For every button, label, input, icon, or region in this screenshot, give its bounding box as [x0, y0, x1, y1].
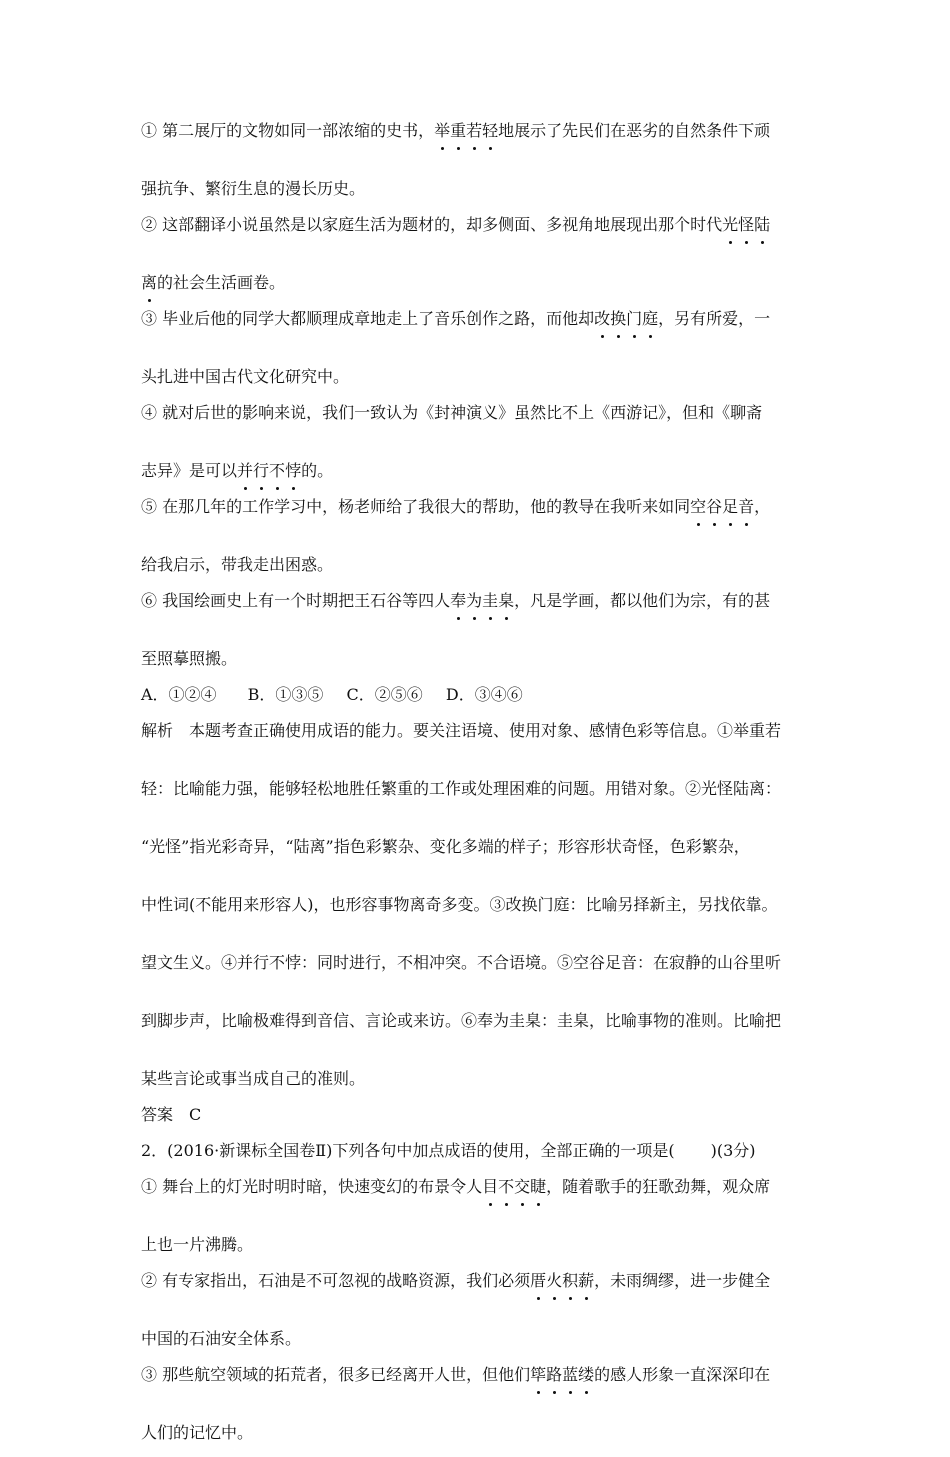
emphasis-dot-char: 厝 [530, 1269, 546, 1293]
emphasis-dot-char: 足 [722, 495, 738, 519]
emphasis-dot-char: 门 [626, 307, 642, 331]
emphasis-dot-char: 陆 [754, 213, 770, 237]
emphasis-dot-char: 缕 [578, 1363, 594, 1387]
sentence-text: 头扎进中国古代文化研究中。 [141, 367, 350, 386]
emphasis-dot-char: 改 [594, 307, 610, 331]
emphasis-dot-char: 音 [738, 495, 754, 519]
sentence-text: ，另有所爱，一 [658, 309, 771, 328]
option-d: D．③④⑥ [445, 685, 523, 704]
q1-sentence-2-line [141, 271, 821, 295]
question-2-items [141, 1175, 821, 1445]
sentence-text: ② 有专家指出，石油是不可忽视的战略资源，我们必须 [141, 1271, 531, 1290]
emphasis-dot-char: 臬 [498, 589, 514, 613]
sentence-text: ① 第二展厅的文物如同一部浓缩的史书， [141, 121, 435, 140]
q1-sentence-3-line [141, 365, 821, 389]
q1-sentence-5-line [141, 495, 821, 519]
emphasis-dot-char: 行 [253, 459, 269, 483]
sentence-text: ，未雨绸缪，进一步健全 [594, 1271, 771, 1290]
emphasized-idiom [690, 497, 754, 516]
emphasis-dot-char: 筚 [530, 1363, 546, 1387]
sentence-text: 上也一片沸腾。 [141, 1235, 254, 1254]
emphasis-dot-char: 光 [722, 213, 738, 237]
emphasis-dot-char: 不 [269, 459, 285, 483]
q1-sentence-6-line [141, 589, 821, 613]
q2-sentence-1-line [141, 1233, 821, 1257]
analysis-line: 中性词(不能用来形容人)，也形容事物离奇多变。③改换门庭：比喻另择新主，另找依靠。 [141, 895, 778, 914]
emphasis-dot-char: 薪 [578, 1269, 594, 1293]
emphasis-dot-char: 换 [610, 307, 626, 331]
question-2-stem [141, 1139, 821, 1163]
question-2-score: )(3分) [710, 1141, 756, 1160]
sentence-text: ④ 就对后世的影响来说，我们一致认为《封神演义》虽然比不上《西游记》，但和《聊斋 [141, 403, 763, 422]
sentence-text: ，随着歌手的狂歌劲舞，观众席 [546, 1177, 771, 1196]
sentence-text: ③ 毕业后他的同学大都顺理成章地走上了音乐创作之路，而他却 [141, 309, 595, 328]
q2-sentence-3-line [141, 1363, 821, 1387]
q2-sentence-2-line [141, 1269, 821, 1293]
analysis-line: 到脚步声，比喻极难得到音信、言论或来访。⑥奉为圭臬：圭臬，比喻事物的准则。比喻把 [141, 1011, 782, 1030]
sentence-text: 的感人形象一直深深印在 [594, 1365, 771, 1384]
option-c: C．②⑤⑥ [346, 685, 423, 704]
emphasis-dot-char: 轻 [482, 119, 498, 143]
emphasis-dot-char: 并 [237, 459, 253, 483]
emphasized-idiom [141, 273, 157, 292]
sentence-text: ③ 那些航空领域的拓荒者，很多已经离开人世，但他们 [141, 1365, 531, 1384]
q1-sentence-2-line [141, 213, 821, 237]
emphasis-dot-char: 火 [546, 1269, 562, 1293]
q1-sentence-1-line [141, 177, 821, 201]
emphasis-dot-char: 路 [546, 1363, 562, 1387]
q1-sentence-3-line [141, 307, 821, 331]
emphasis-dot-char: 积 [562, 1269, 578, 1293]
sentence-text: ② 这部翻译小说虽然是以家庭生活为题材的，却多侧面、多视角地展现出那个时代 [141, 215, 723, 234]
answer-line: 答案 C [141, 1105, 202, 1124]
answer-options [141, 683, 821, 707]
sentence-text: 的。 [301, 461, 334, 480]
q1-sentence-6-line [141, 647, 821, 671]
emphasis-dot-char: 奉 [450, 589, 466, 613]
analysis-line: 某些言论或事当成自己的准则。 [141, 1069, 366, 1088]
q1-sentence-4-line [141, 401, 821, 425]
emphasis-dot-char: 重 [450, 119, 466, 143]
emphasis-dot-char: 庭 [642, 307, 658, 331]
sentence-text: 的社会生活画卷。 [157, 273, 286, 292]
emphasis-dot-char: 空 [690, 495, 706, 519]
sentence-text: ① 舞台上的灯光时明时暗，快速变幻的布景令人 [141, 1177, 483, 1196]
option-b: B．①③⑤ [247, 685, 324, 704]
emphasized-idiom [530, 1271, 594, 1290]
sentence-text: 给我启示，带我走出困惑。 [141, 555, 334, 574]
q1-sentence-4-line [141, 459, 821, 483]
emphasis-dot-char: 不 [498, 1175, 514, 1199]
question-1-items [141, 119, 821, 671]
question-2-stem-text: 2．(2016·新课标全国卷Ⅱ)下列各句中加点成语的使用，全部正确的一项是( [141, 1141, 675, 1160]
q1-sentence-5-line [141, 553, 821, 577]
option-a: A．①②④ [141, 685, 217, 704]
emphasis-dot-char: 若 [466, 119, 482, 143]
emphasis-dot-char: 圭 [482, 589, 498, 613]
analysis-line: 解析 本题考查正确使用成语的能力。要关注语境、使用对象、感情色彩等信息。①举重若 [141, 721, 782, 740]
analysis-line: 轻：比喻能力强，能够轻松地胜任繁重的工作或处理困难的问题。用错对象。②光怪陆离： [141, 779, 782, 798]
emphasis-dot-char: 悖 [285, 459, 301, 483]
emphasis-dot-char: 睫 [530, 1175, 546, 1199]
emphasized-idiom [237, 461, 301, 480]
emphasized-idiom [450, 591, 514, 610]
sentence-text: 志异》是可以 [141, 461, 238, 480]
sentence-text: ，凡是学画，都以他们为宗，有的甚 [514, 591, 771, 610]
sentence-text: ⑥ 我国绘画史上有一个时期把王石谷等四人 [141, 591, 451, 610]
q2-sentence-1-line [141, 1175, 821, 1199]
q1-sentence-1-line [141, 119, 821, 143]
analysis-section [141, 719, 821, 1091]
emphasized-idiom [722, 215, 770, 234]
emphasized-idiom [482, 1177, 546, 1196]
sentence-text: 中国的石油安全体系。 [141, 1329, 302, 1348]
page-content [141, 119, 821, 1457]
emphasized-idiom [434, 121, 498, 140]
emphasis-dot-char: 离 [141, 271, 157, 295]
sentence-text: 强抗争、繁衍生息的漫长历史。 [141, 179, 366, 198]
emphasis-dot-char: 怪 [738, 213, 754, 237]
q2-sentence-3-line [141, 1421, 821, 1445]
emphasized-idiom [530, 1365, 594, 1384]
emphasis-dot-char: 蓝 [562, 1363, 578, 1387]
emphasized-idiom [594, 309, 658, 328]
emphasis-dot-char: 谷 [706, 495, 722, 519]
q2-sentence-2-line [141, 1327, 821, 1351]
emphasis-dot-char: 为 [466, 589, 482, 613]
sentence-text: ， [754, 497, 771, 516]
emphasis-dot-char: 目 [482, 1175, 498, 1199]
emphasis-dot-char: 举 [434, 119, 450, 143]
analysis-line: 望文生义。④并行不悖：同时进行，不相冲突。不合语境。⑤空谷足音：在寂静的山谷里听 [141, 953, 782, 972]
analysis-line: “光怪”指光彩奇异，“陆离”指色彩繁杂、变化多端的样子；形容形状奇怪，色彩繁杂， [141, 837, 750, 856]
sentence-text: 地展示了先民们在恶劣的自然条件下顽 [498, 121, 771, 140]
emphasis-dot-char: 交 [514, 1175, 530, 1199]
sentence-text: 至照摹照搬。 [141, 649, 238, 668]
sentence-text: 人们的记忆中。 [141, 1423, 254, 1442]
sentence-text: ⑤ 在那几年的工作学习中，杨老师给了我很大的帮助，他的教导在我听来如同 [141, 497, 691, 516]
